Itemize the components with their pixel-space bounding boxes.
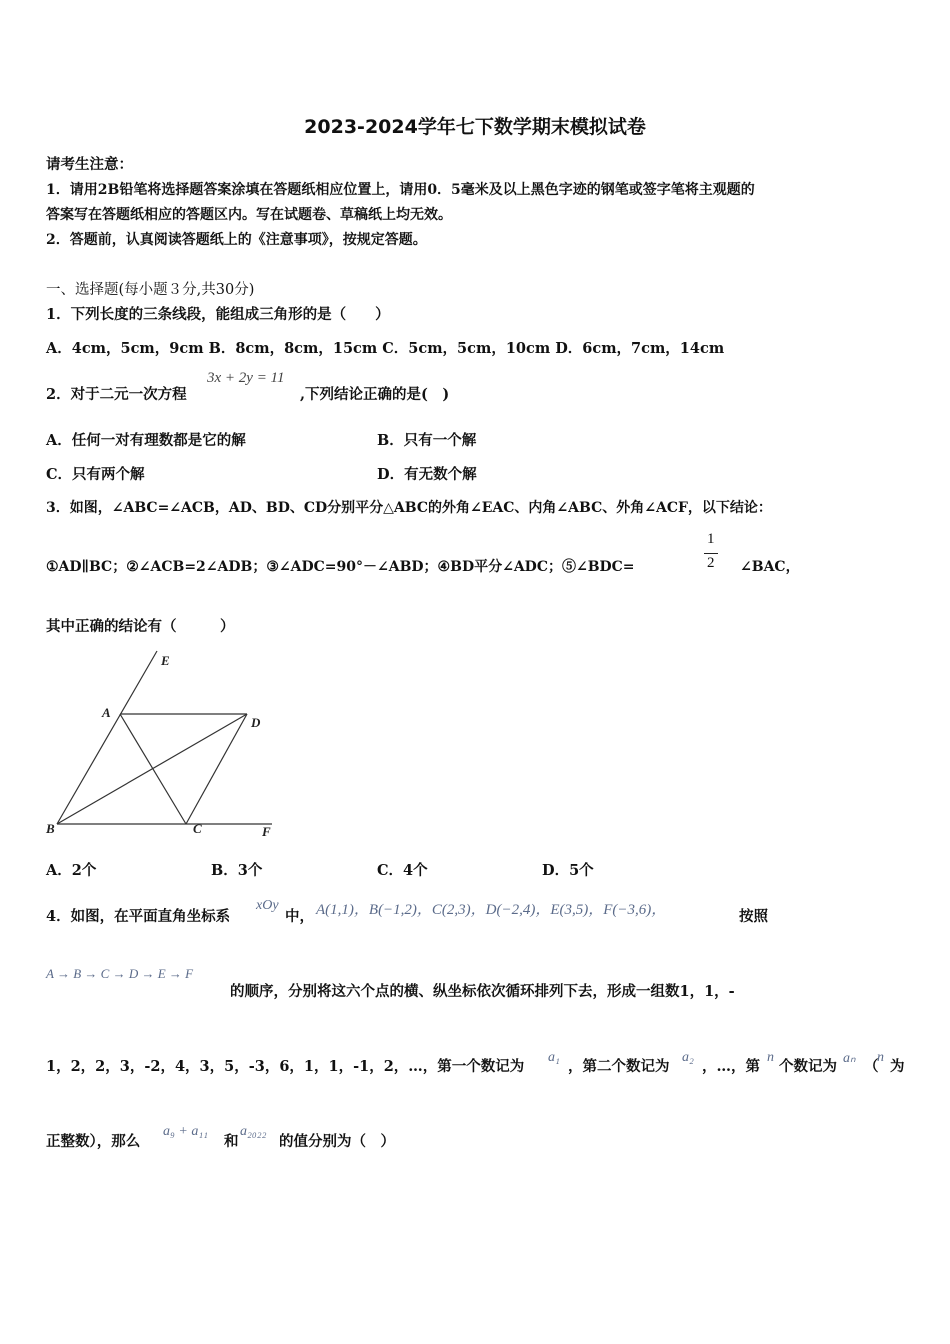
q4-an: aₙ — [843, 1051, 856, 1066]
q3-fraction-denominator: 2 — [707, 555, 715, 571]
q1-options: A．4cm，5cm，9cm B．8cm，8cm，15cm C．5cm，5cm，10cm D．6cm，7cm，14cm — [46, 340, 725, 357]
q3-option-c: C．4个 — [377, 862, 428, 879]
line-bd — [57, 714, 247, 824]
q4-line3-mid4: （ — [864, 1058, 879, 1075]
q4-n: n — [767, 1050, 774, 1065]
notice-item1-line1: 1．请用2B铅笔将选择题答案涂填在答题纸相应位置上，请用0．5毫米及以上黑色字迹的钢笔或签字笔将主观题的 — [46, 182, 755, 198]
q4-line4-pre: 正整数），那么 — [46, 1133, 141, 1150]
q4-line4-end: 的值分别为（ ） — [279, 1133, 395, 1150]
q3-statements: ①AD∥BC；②∠ACB=2∠ADB；③∠ADC=90°－∠ABD；④BD平分∠ADC；⑤∠BDC= — [46, 559, 635, 575]
q4-stem-pre: 4．如图，在平面直角坐标系 — [46, 908, 231, 925]
q3-figure — [40, 648, 280, 840]
page-title: 2023-2024学年七下数学期末模拟试卷 — [304, 116, 646, 138]
label-d: D — [251, 715, 261, 730]
q3-option-b: B．3个 — [211, 862, 263, 879]
q2-equation: 3x + 2y = 11 — [207, 370, 285, 386]
q4-line3-mid1: ，第二个数记为 — [568, 1058, 670, 1075]
section1-heading: 一、选择题(每小题３分,共30分) — [46, 282, 255, 298]
q2-option-b: B．只有一个解 — [377, 432, 477, 449]
label-f: F — [262, 824, 271, 839]
q4-a2: a₂ — [682, 1050, 694, 1065]
label-a: A — [102, 705, 111, 720]
q4-line3-end: 为 — [890, 1058, 905, 1075]
q4-points: A(1,1)，B(−1,2)，C(2,3)，D(−2,4)，E(3,5)，F(−3,6)， — [316, 902, 667, 918]
notice-heading: 请考生注意： — [46, 156, 133, 173]
q3-fraction-numerator: 1 — [707, 531, 715, 547]
q4-n2: n — [877, 1050, 884, 1065]
q2-stem-pre: 2．对于二元一次方程 — [46, 386, 187, 403]
q4-line3-mid3: 个数记为 — [779, 1058, 837, 1075]
q4-line2: 的顺序，分别将这六个点的横、纵坐标依次循环排列下去，形成一组数1，1，- — [230, 983, 735, 1000]
q4-he: 和 — [224, 1133, 239, 1150]
notice-item1-line2: 答案写在答题纸相应的答题区内。写在试题卷、草稿纸上均无效。 — [46, 207, 452, 223]
q3-question: 其中正确的结论有（ ） — [46, 618, 235, 635]
q2-option-d: D．有无数个解 — [377, 466, 477, 483]
q2-option-a: A．任何一对有理数都是它的解 — [46, 432, 246, 449]
label-e: E — [161, 653, 170, 668]
q4-line3-mid2: ，…，第 — [702, 1058, 760, 1075]
fraction-bar — [704, 553, 718, 554]
q3-statements-end: ∠BAC， — [740, 559, 800, 575]
line-be — [57, 651, 157, 824]
q2-stem-post: ,下列结论正确的是( ) — [300, 386, 450, 403]
q4-a2022: a₂₀₂₂ — [240, 1124, 267, 1139]
q2-option-c: C．只有两个解 — [46, 466, 145, 483]
q4-xoy: xOy — [256, 898, 279, 913]
notice-item2: 2．答题前，认真阅读答题纸上的《注意事项》，按规定答题。 — [46, 232, 427, 248]
q3-option-d: D．5个 — [542, 862, 594, 879]
line-cd — [186, 714, 247, 824]
q4-a1: a₁ — [548, 1050, 560, 1065]
q4-sequence: A → B → C → D → E → F — [46, 966, 194, 981]
label-c: C — [193, 821, 202, 836]
q1-stem: 1．下列长度的三条线段，能组成三角形的是（ ） — [46, 306, 390, 323]
q4-zhong: 中， — [285, 908, 314, 925]
q4-a9-a11: a₉ + a₁₁ — [163, 1124, 209, 1139]
line-ac — [120, 714, 186, 824]
q4-anzhao: 按照 — [739, 908, 768, 925]
q3-stem: 3．如图，∠ABC=∠ACB，AD、BD、CD分别平分△ABC的外角∠EAC、内角∠ABC、外角∠ACF，以下结论： — [46, 500, 772, 516]
q3-option-a: A．2个 — [46, 862, 97, 879]
label-b: B — [46, 821, 55, 836]
q4-line3-pre: 1，2，2，3，-2，4，3，5，-3，6，1，1，-1，2，…，第一个数记为 — [46, 1058, 525, 1075]
